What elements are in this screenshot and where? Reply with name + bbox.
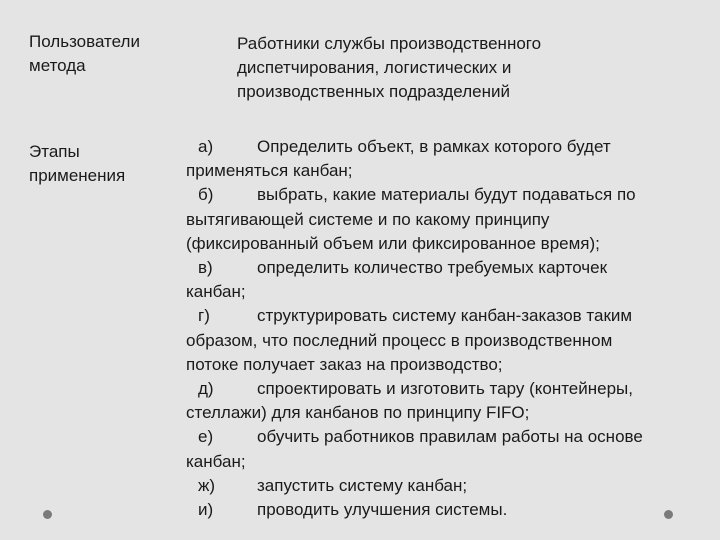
step-text: определить количество требуемых карточек	[257, 258, 608, 278]
step-item	[186, 183, 716, 256]
users-row-value: Работники службы производственного диспетчирования, логистических и производственных подразделений	[237, 34, 542, 101]
step-continuation: образом, что последний процесс в производственном потоке получает заказ на производство;	[186, 330, 613, 374]
stages-step-list	[186, 135, 716, 522]
step-text: структурировать систему канбан-заказов таким	[257, 306, 633, 326]
step-text: обучить работников правилам работы на основе	[257, 427, 643, 447]
step-marker: е)	[198, 427, 214, 447]
step-marker: д)	[198, 379, 214, 399]
step-item	[186, 498, 716, 522]
step-text: Определить объект, в рамках которого будет	[257, 137, 611, 156]
step-marker: в)	[198, 258, 213, 278]
step-marker: а)	[198, 137, 214, 156]
step-continuation: канбан;	[186, 282, 246, 302]
step-item	[186, 256, 716, 304]
step-continuation: стеллажи) для канбанов по принципу FIFO;	[186, 403, 530, 423]
step-item	[186, 377, 716, 425]
step-item	[186, 135, 716, 183]
step-item	[186, 304, 716, 377]
step-item	[186, 474, 716, 498]
step-continuation: канбан;	[186, 451, 246, 471]
step-marker: ж)	[198, 475, 216, 495]
bullet-dot-icon	[664, 510, 673, 519]
step-marker: б)	[198, 185, 214, 205]
step-text: выбрать, какие материалы будут подаваться по	[257, 185, 636, 205]
step-marker: и)	[198, 500, 214, 520]
step-text: проводить улучшения системы.	[257, 500, 508, 520]
stages-row-label: Этапы применения	[29, 142, 126, 185]
step-continuation: применяться канбан;	[186, 161, 353, 181]
users-row-label: Пользователи метода	[29, 32, 140, 75]
step-continuation: вытягивающей системе и по какому принципу (фиксированный объем или фиксированное время);	[186, 209, 600, 253]
step-text: запустить систему канбан;	[257, 475, 468, 495]
step-item	[186, 425, 716, 473]
step-marker: г)	[198, 306, 210, 326]
bullet-dot-icon	[43, 510, 52, 519]
step-text: спроектировать и изготовить тару (контейнеры,	[257, 379, 633, 399]
